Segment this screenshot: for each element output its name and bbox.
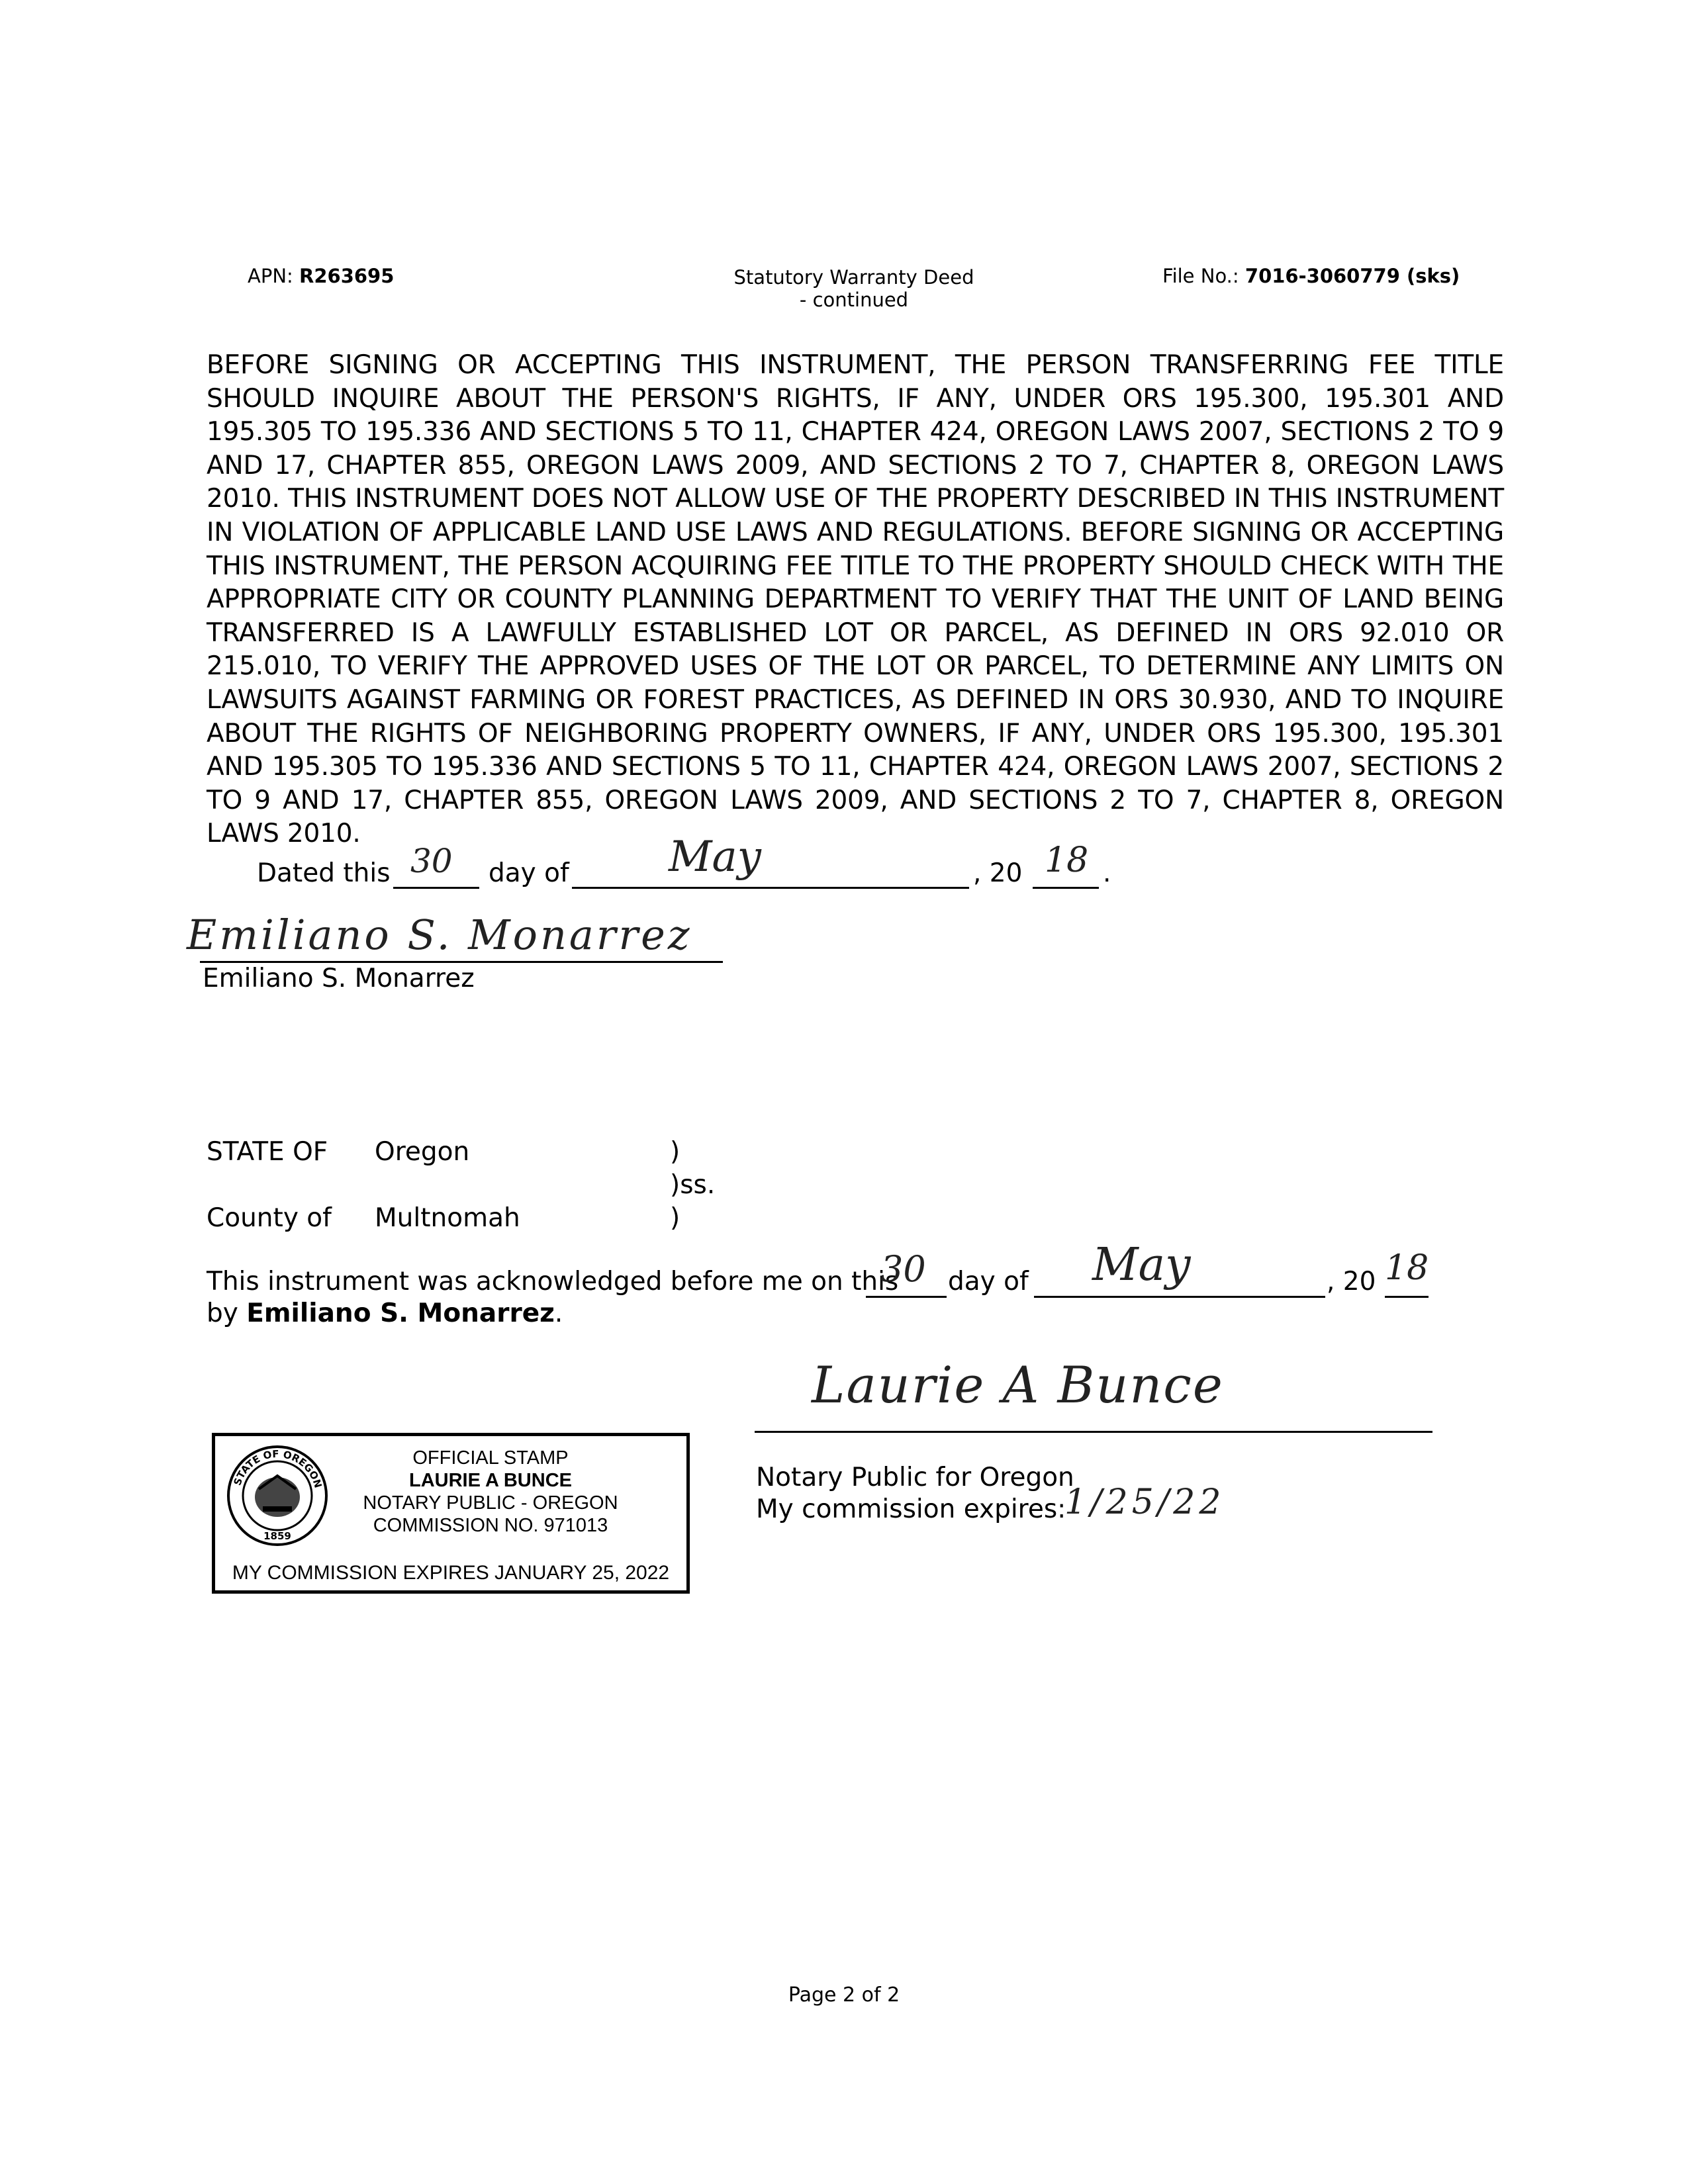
file-label: File No.: <box>1162 265 1245 287</box>
dated-day-line <box>393 887 479 889</box>
dated-month-value: May <box>669 833 761 882</box>
ack-text-prefix: This instrument was acknowledged before me on this <box>207 1267 899 1297</box>
ack-day-value: 30 <box>880 1248 926 1290</box>
apn-value: R263695 <box>299 265 395 287</box>
document-title <box>688 266 1019 311</box>
dated-year-line <box>1033 887 1099 889</box>
ack-by-label: by <box>207 1298 247 1328</box>
apn <box>248 265 394 287</box>
document-subtitle: - continued <box>799 289 909 311</box>
dated-day-label: day of <box>489 858 569 888</box>
official-stamp <box>212 1433 690 1594</box>
venue-paren-top: ) <box>670 1137 680 1167</box>
commission-label: My commission expires: <box>756 1494 1066 1524</box>
dated-year-value: 18 <box>1045 841 1089 880</box>
page-number: Page 2 of 2 <box>788 1983 900 2007</box>
ack-year-value: 18 <box>1385 1248 1429 1288</box>
dated-year-prefix: , 20 <box>973 858 1023 888</box>
commission-value: 1/25/22 <box>1064 1482 1225 1522</box>
ack-by-name: Emiliano S. Monarrez <box>246 1298 555 1328</box>
apn-label: APN: <box>248 265 300 287</box>
seal-text: STATE OF OREGON <box>231 1447 324 1490</box>
seal-year: 1859 <box>263 1530 291 1542</box>
dated-month-line <box>572 887 969 889</box>
grantor-signature-line <box>200 961 723 963</box>
stamp-line-2: LAURIE A BUNCE <box>409 1470 572 1491</box>
ack-by-line <box>207 1298 563 1329</box>
county-value: Multnomah <box>375 1203 520 1233</box>
state-value: Oregon <box>375 1137 470 1167</box>
notary-signature: Laurie A Bunce <box>812 1355 1224 1414</box>
file-number <box>1162 265 1460 287</box>
statutory-warning: BEFORE SIGNING OR ACCEPTING THIS INSTRUMENT, THE PERSON TRANSFERRING FEE TITLE SHOULD INQUIRE ABOUT THE PERSON'S RIGHTS, IF ANY, UNDER ORS 195.300, 195.301 AND 195.305 TO 195.336 AND SECTIONS 5 TO 11, CHAPTER 424, OREGON LAWS 2007, SECTIONS 2 TO 9 AND 17, CHAPTER 855, OREGON LAWS 2009, AND SECTIONS 2 TO 7, CHAPTER 8, OREGON LAWS 2010. THIS INSTRUMENT DOES NOT ALLOW USE OF THE PROPERTY DESCRIBED IN THIS INSTRUMENT IN VIOLATION OF APPLICABLE LAND USE LAWS AND REGULATIONS. BEFORE SIGNING OR ACCEPTING THIS INSTRUMENT, THE PERSON ACQUIRING FEE TITLE TO THE PROPERTY SHOULD CHECK WITH THE APPROPRIATE CITY OR COUNTY PLANNING DEPARTMENT TO VERIFY THAT THE UNIT OF LAND BEING TRANSFERRED IS A LAWFULLY ESTABLISHED LOT OR PARCEL, AS DEFINED IN ORS 92.010 OR 215.010, TO VERIFY THE APPROVED USES OF THE LOT OR PARCEL, TO DETERMINE ANY LIMITS ON LAWSUITS AGAINST FARMING OR FOREST PRACTICES, AS DEFINED IN ORS 30.930, AND TO INQUIRE ABOUT THE RIGHTS OF NEIGHBORING PROPERTY OWNERS, IF ANY, UNDER ORS 195.300, 195.301 AND 195.305 TO 195.336 AND SECTIONS 5 TO 11, CHAPTER 424, OREGON LAWS 2007, SECTIONS 2 TO 9 AND 17, CHAPTER 855, OREGON LAWS 2009, AND SECTIONS 2 TO 7, CHAPTER 8, OREGON LAWS 2010. <box>207 350 1504 849</box>
county-label: County of <box>207 1203 332 1233</box>
state-label: STATE OF <box>207 1137 328 1167</box>
stamp-line-4: COMMISSION NO. 971013 <box>373 1515 608 1536</box>
venue-paren-bottom: ) <box>670 1203 680 1233</box>
grantor-signature: Emiliano S. Monarrez <box>187 911 692 959</box>
ack-day-label: day of <box>948 1267 1029 1297</box>
ack-by-suffix: . <box>554 1298 563 1328</box>
ack-year-prefix: , 20 <box>1327 1267 1376 1297</box>
ack-year-line <box>1385 1296 1429 1298</box>
grantor-name: Emiliano S. Monarrez <box>203 964 475 993</box>
stamp-line-5: MY COMMISSION EXPIRES JANUARY 25, 2022 <box>232 1562 670 1584</box>
notary-title: Notary Public for Oregon <box>756 1463 1074 1492</box>
stamp-line-3: NOTARY PUBLIC - OREGON <box>363 1492 618 1514</box>
dated-day-value: 30 <box>410 842 453 880</box>
file-value: 7016-3060779 (sks) <box>1244 265 1460 287</box>
document-title-text: Statutory Warranty Deed <box>733 266 974 289</box>
venue-ss: )ss. <box>670 1170 716 1200</box>
dated-prefix: Dated this <box>257 858 391 888</box>
notary-signature-line <box>755 1431 1432 1433</box>
stamp-line-1: OFFICIAL STAMP <box>412 1447 569 1469</box>
ack-month-value: May <box>1092 1239 1191 1291</box>
dated-suffix: . <box>1103 858 1111 888</box>
ack-month-line <box>1034 1296 1325 1298</box>
ack-day-line <box>866 1296 947 1298</box>
